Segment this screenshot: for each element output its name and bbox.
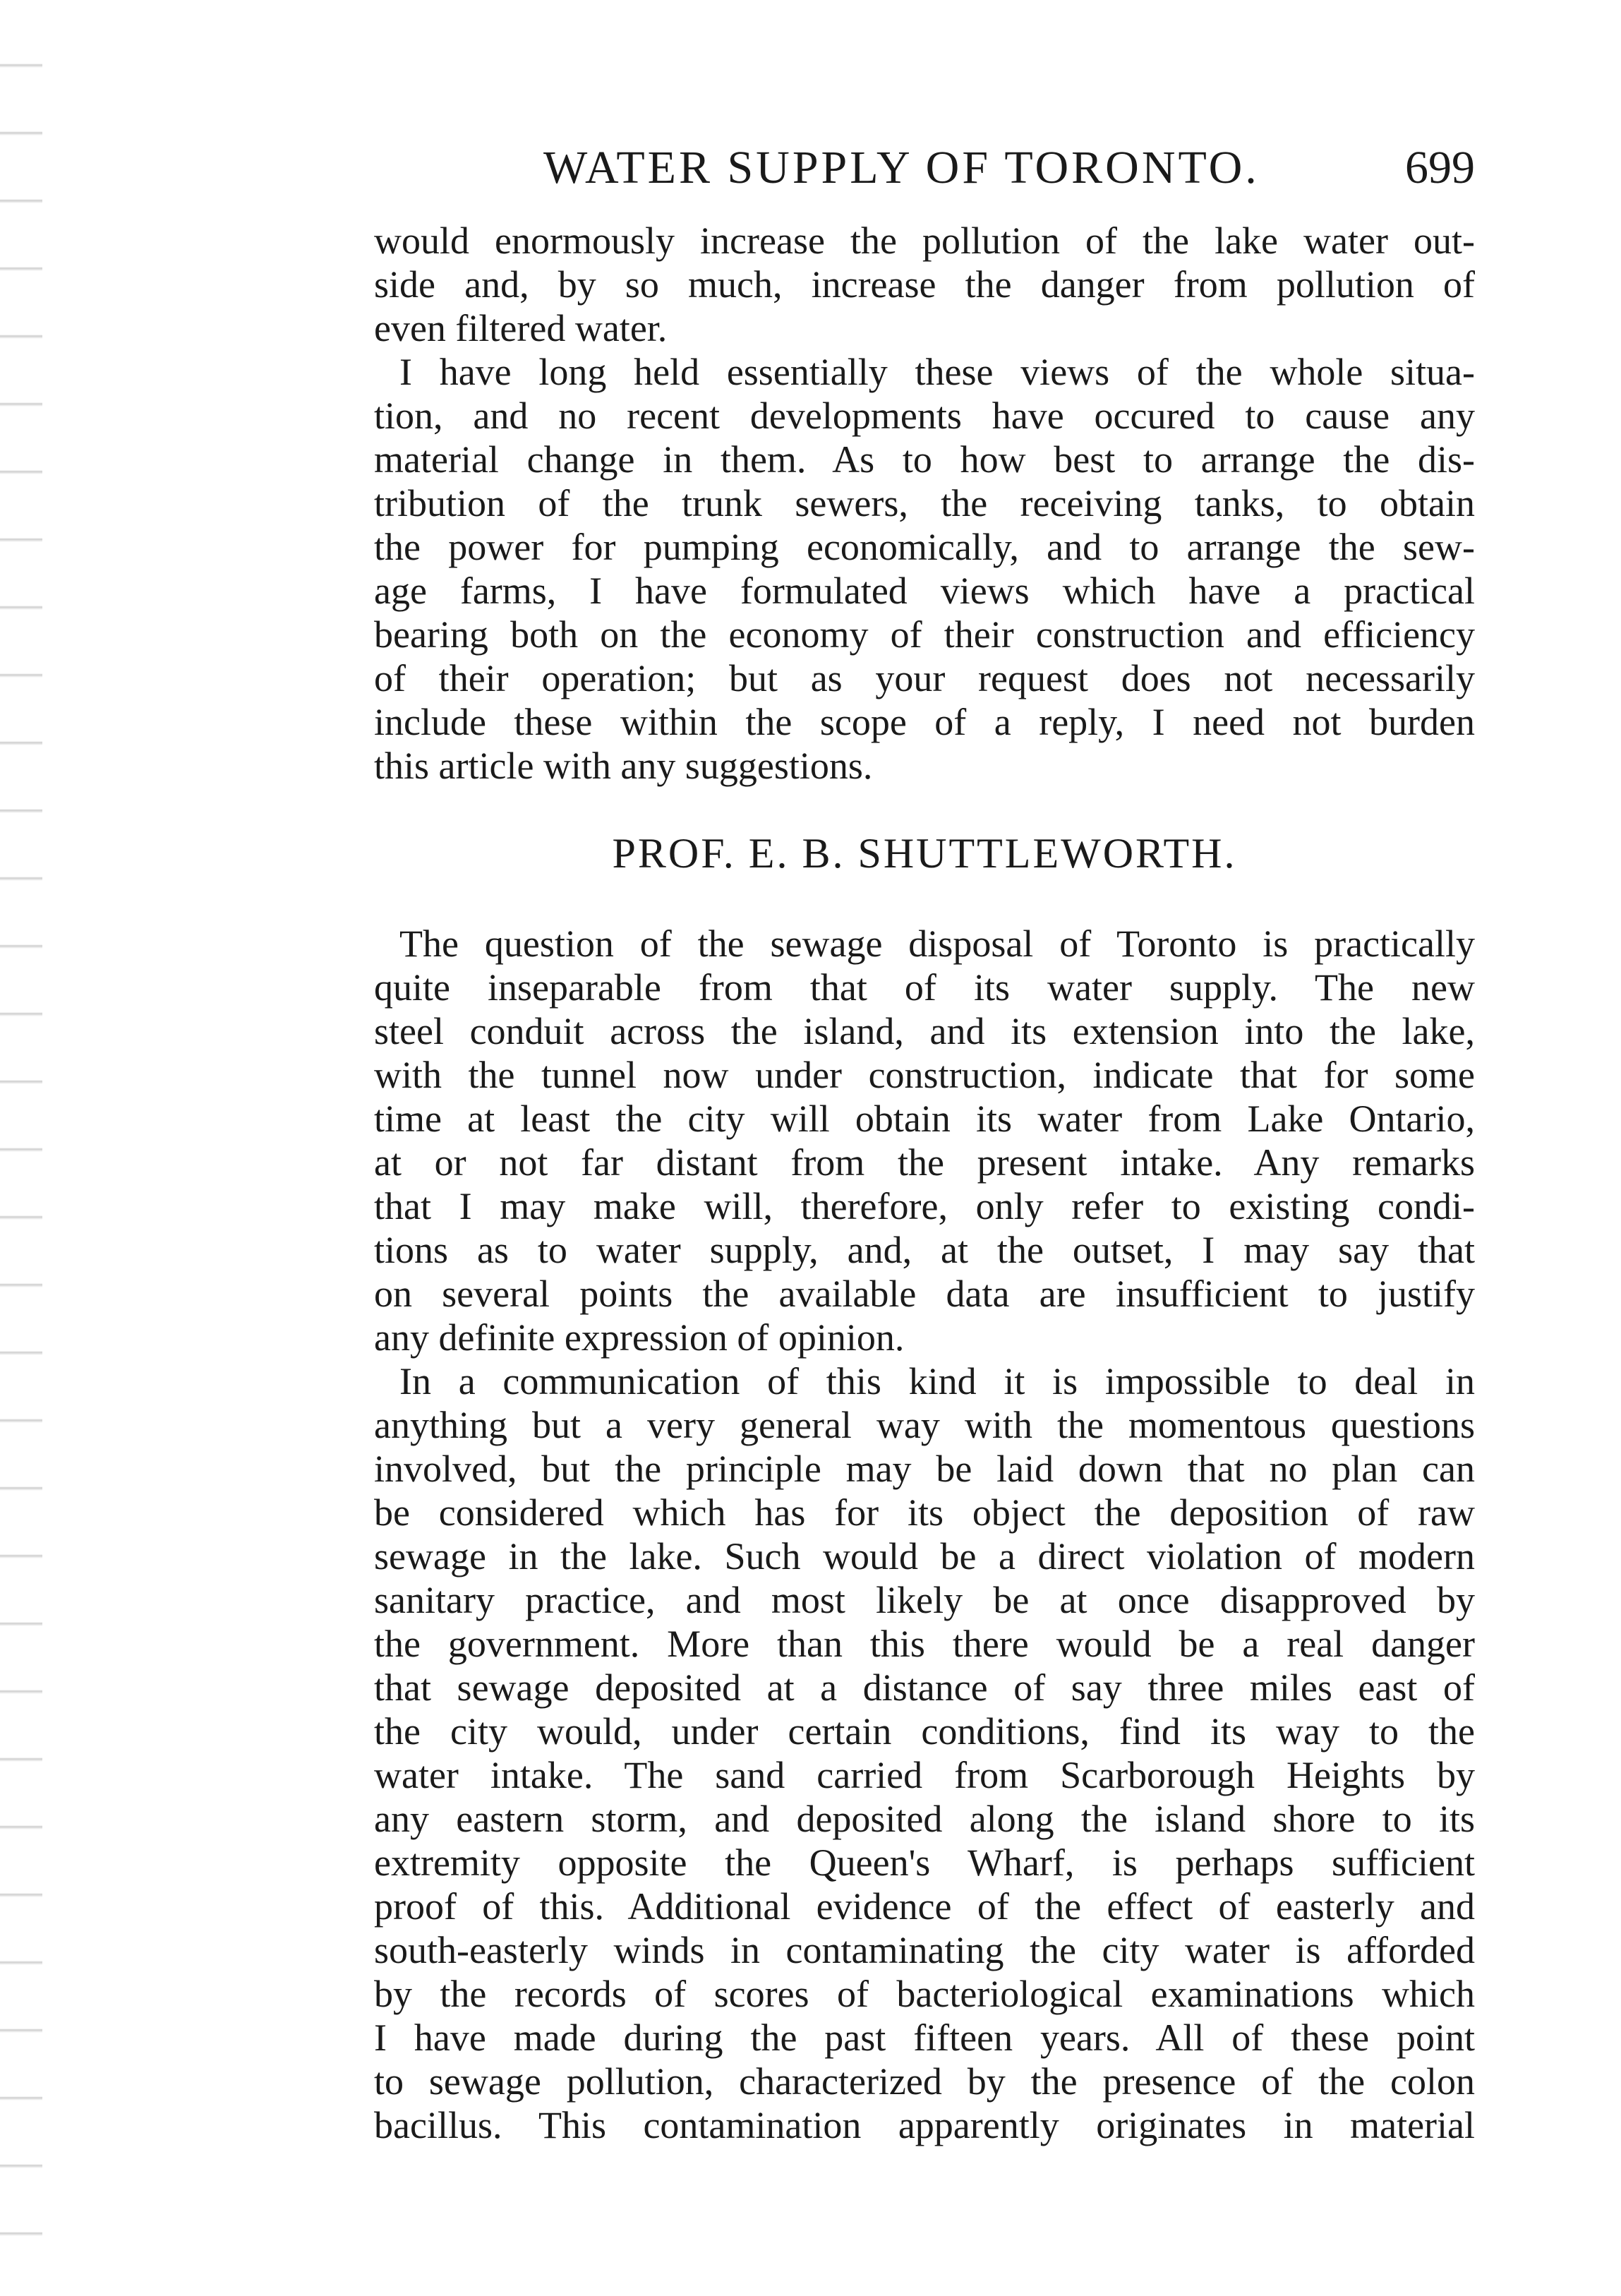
pre-section-paragraphs — [374, 219, 1475, 788]
text-line: this article with any suggestions. — [374, 745, 873, 787]
text-line: The question of the sewage disposal of Toronto is practically — [399, 922, 1475, 965]
text-line: quite inseparable from that of its water supply. The new — [374, 966, 1475, 1009]
text-line: any eastern storm, and deposited along the island shore to its — [374, 1798, 1475, 1840]
text-line: sanitary practice, and most likely be at once disapproved by — [374, 1579, 1475, 1621]
text-line: that I may make will, therefore, only refer to existing condi- — [374, 1185, 1475, 1227]
text-line: tion, and no recent developments have occured to cause any — [374, 395, 1475, 437]
text-line: would enormously increase the pollution of the lake water out- — [374, 220, 1475, 262]
text-line: side and, by so much, increase the danger from pollution of — [374, 263, 1475, 306]
paragraph — [374, 350, 1475, 788]
paragraph — [374, 1359, 1475, 2147]
text-line: extremity opposite the Queen's Wharf, is perhaps sufficient — [374, 1841, 1475, 1884]
text-line: steel conduit across the island, and its extension into the lake, — [374, 1010, 1475, 1052]
running-title: WATER SUPPLY OF TORONTO. — [543, 142, 1260, 193]
text-line: of their operation; but as your request does not necessarily — [374, 657, 1475, 699]
page-number: 699 — [1405, 142, 1475, 193]
section-heading: PROF. E. B. SHUTTLEWORTH. — [612, 830, 1237, 877]
text-line: time at least the city will obtain its water from Lake Ontario, — [374, 1098, 1475, 1140]
text-line: include these within the scope of a reply, I need not burden — [374, 701, 1475, 743]
text-line: proof of this. Additional evidence of the effect of easterly and — [374, 1885, 1475, 1928]
scan-binding-edge — [0, 0, 42, 2296]
text-line: material change in them. As to how best to arrange the dis- — [374, 438, 1475, 481]
text-line: the city would, under certain conditions, find its way to the — [374, 1710, 1475, 1753]
page-header — [381, 141, 1475, 205]
text-line: with the tunnel now under construction, indicate that for some — [374, 1054, 1475, 1096]
text-line: south-easterly winds in contaminating the city water is afforded — [374, 1929, 1475, 1971]
text-line: I have long held essentially these views of the whole situa- — [399, 351, 1475, 393]
text-line: that sewage deposited at a distance of say three miles east of — [374, 1666, 1475, 1709]
text-line: anything but a very general way with the momentous questions — [374, 1404, 1475, 1446]
paragraph — [374, 219, 1475, 350]
text-line: at or not far distant from the present intake. Any remarks — [374, 1141, 1475, 1184]
text-line: I have made during the past fifteen years. All of these point — [374, 2016, 1475, 2059]
text-line: by the records of scores of bacteriological examinations which — [374, 1973, 1475, 2015]
text-line: sewage in the lake. Such would be a direct violation of modern — [374, 1535, 1475, 1577]
body-text — [374, 219, 1475, 2147]
text-line: the government. More than this there would be a real danger — [374, 1623, 1475, 1665]
section-paragraphs — [374, 922, 1475, 2147]
text-line: tribution of the trunk sewers, the receiving tanks, to obtain — [374, 482, 1475, 524]
text-line: the power for pumping economically, and to arrange the sew- — [374, 526, 1475, 568]
text-line: be considered which has for its object the deposition of raw — [374, 1491, 1475, 1534]
paragraph — [374, 922, 1475, 1359]
text-line: to sewage pollution, characterized by the presence of the colon — [374, 2060, 1475, 2103]
text-line: bacillus. This contamination apparently originates in material — [374, 2104, 1475, 2146]
text-line: any definite expression of opinion. — [374, 1316, 905, 1359]
text-line: on several points the available data are insufficient to justify — [374, 1273, 1475, 1315]
text-line: water intake. The sand carried from Scarborough Heights by — [374, 1754, 1475, 1796]
text-line: tions as to water supply, and, at the outset, I may say that — [374, 1229, 1475, 1271]
text-line: involved, but the principle may be laid down that no plan can — [374, 1448, 1475, 1490]
text-line: In a communication of this kind it is impossible to deal in — [399, 1360, 1475, 1402]
text-line: bearing both on the economy of their construction and efficiency — [374, 613, 1475, 656]
text-line: age farms, I have formulated views which have a practical — [374, 570, 1475, 612]
text-line: even filtered water. — [374, 307, 668, 349]
